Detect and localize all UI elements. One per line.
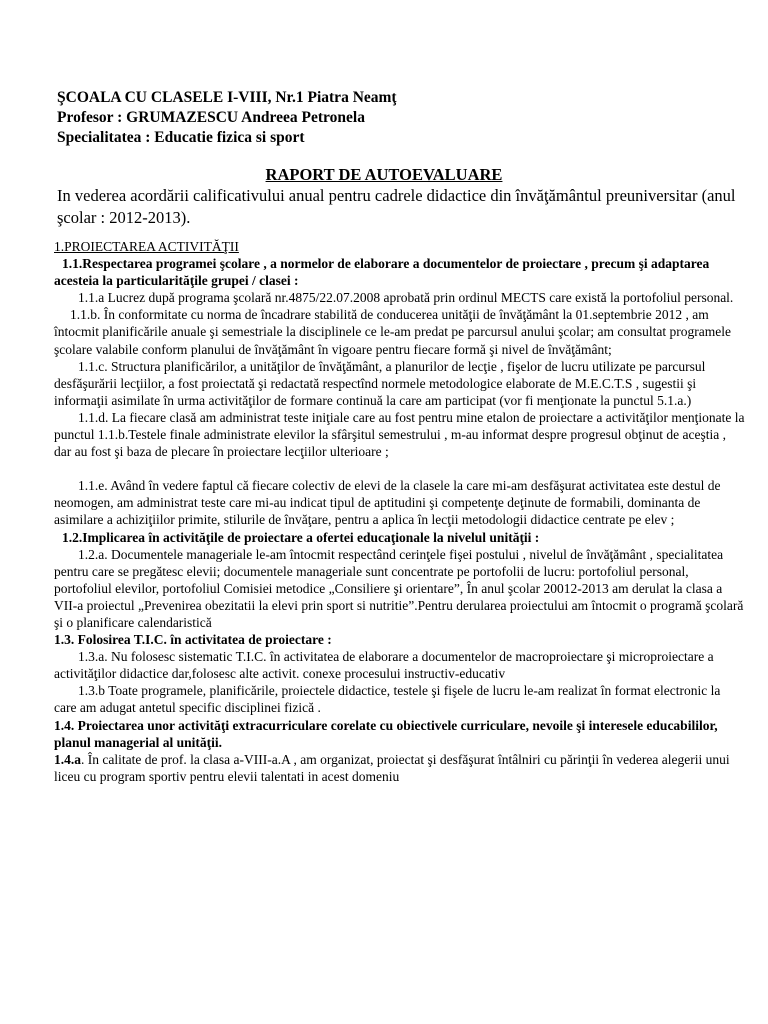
report-title: RAPORT DE AUTOEVALUARE	[265, 165, 503, 184]
paragraph-1-1-d: 1.1.d. La fiecare clasă am administrat teste iniţiale care au fost pentru mine etalon de proiectare a activităţilor menţionate la punctul 1.1.b.Testele finale administrate elevilor la sfârşitul semestrului , m-au informat despre progresul obţinut de aceştia , dar au fost şi baza de plecare în proiectare lecţiilor ulterioare ;	[54, 409, 745, 460]
paragraph-1-4-a-label: 1.4.a	[54, 751, 81, 767]
teacher-name: Profesor : GRUMAZESCU Andreea Petronela	[57, 109, 365, 126]
paragraph-1-4-a-text: . În calitate de prof. la clasa a-VIII-a.A , am organizat, proiectat şi desfăşurat întâlniri cu părinţii în vederea alegerii unui liceu cu program sportiv pentru elevii talentati in acest domeniu	[54, 751, 730, 784]
spacer	[54, 460, 746, 477]
paragraph-1-3-b: 1.3.b Toate programele, planificările, proiectele didactice, testele şi fişele de lucru le-am realizat în format electronic la care am adugat antetul specific disciplinei fizică .	[54, 683, 721, 716]
school-name: ŞCOALA CU CLASELE I-VIII, Nr.1 Piatra Neamţ	[57, 89, 397, 106]
heading-1-2: 1.2.Implicarea în activităţile de proiectare a ofertei educaţionale la nivelul unităţii :	[62, 529, 540, 545]
paragraph-1-2-a: 1.2.a. Documentele manageriale le-am întocmit respectând cerinţele fişei postului , nivelul de învăţământ , specialitatea pentru care se pregătesc elevii; documentele manageriale sunt concentrate pe portofolii de lucru: portofoliul personal, portofoliul elevilor, portofoliul Comisiei metodice „Consiliere şi orientare”, În anul şcolar 20012-2013 am derulat la clasa a VII-a proiectul „Prevenirea obezitatii la elevi prin sport si nutritie”.Pentru derularea proiectului am întocmit o programă şcolară şi o planificare calendaristică	[54, 546, 744, 630]
paragraph-1-1-b: 1.1.b. În conformitate cu norma de încadrare stabilită de conducerea unităţii de învăţământ la 01.septembrie 2012 , am întocmit planificările anuale şi semestriale la disciplinele ce le-am predat pe parcursul anului şcolar; am consultat programele şcolare valabile conform planului de învăţământ în vigoare pentru fiecare formă şi nivel de învăţământ;	[54, 307, 731, 357]
paragraph-1-1-e: 1.1.e. Având în vedere faptul că fiecare colectiv de elevi de la clasele la care mi-am desfăşurat activitatea este destul de neomogen, am administrat teste care mi-au indicat tipul de aptitudini şi competenţe deţinute de formabili, dominanta de asimilare a achiziţiilor primite, stilurile de învăţare, pentru a aplica în lecţii metodologii didactice centrate pe elev ;	[54, 478, 721, 528]
paragraph-1-1-a: 1.1.a Lucrez după programa şcolară nr.4875/22.07.2008 aprobată prin ordinul MECTS care există la portofoliul personal.	[78, 290, 734, 306]
section-heading-1: 1.PROIECTAREA ACTIVITĂŢII	[54, 239, 239, 254]
heading-1-4: 1.4. Proiectarea unor activităţi extracurriculare corelate cu obiectivele curriculare, nevoile şi interesele educabililor, planul managerial al unităţii.	[54, 717, 718, 750]
report-body	[54, 238, 746, 785]
paragraph-1-1-c: 1.1.c. Structura planificărilor, a unităţilor de învăţământ, a planurilor de lecţie , fişelor de lucru utilizate pe parcursul desfăşurării lecţiilor, a fost proiectată şi redactată respectînd normele metodologice elaborate de M.E.C.T.S , sugestii şi informaţii asimilate în urma activităţilor de formare continuă la care am participat (vor fi menţionate la punctul 5.1.a.)	[54, 358, 706, 408]
report-subtitle: In vederea acordării calificativului anual pentru cadrele didactice din învăţământul preuniversitar (anul şcolar : 2012-2013).	[57, 186, 736, 227]
heading-1-3: 1.3. Folosirea T.I.C. în activitatea de proiectare :	[54, 632, 332, 648]
heading-1-1: 1.1.Respectarea programei şcolare , a normelor de elaborare a documentelor de proiectare , precum şi adaptarea acesteia la particularităţile grupei / clasei :	[54, 256, 710, 289]
paragraph-1-3-a: 1.3.a. Nu folosesc sistematic T.I.C. în activitatea de elaborare a documentelor de macroproiectare şi microproiectare a activităţilor didactice dar,folosesc alte activit. conexe procesului instructiv-educativ	[54, 649, 714, 682]
paragraph-1-4-a	[54, 751, 746, 785]
specialty: Specialitatea : Educatie fizica si sport	[57, 129, 305, 146]
document-header	[57, 88, 397, 148]
